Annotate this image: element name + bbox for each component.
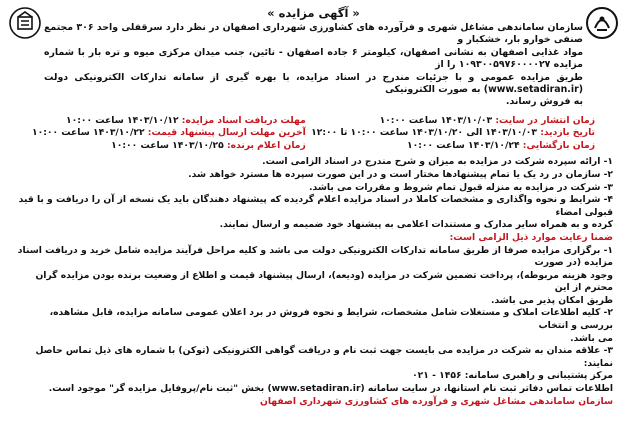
intro-line: طریق مزایده عمومی و با جزئیات مندرج در اسناد مزایده، با بهره گیری از سامانه تدارکات الکترونیکی دولت (www.setadiran.ir) به صورت الکترونیکی: [44, 71, 583, 96]
opening-date: زمان بازگشایی: ۱۴۰۳/۱۰/۲۴ ساعت ۱۰:۰۰: [407, 139, 595, 151]
organization-logo-icon: [8, 6, 42, 40]
conditions-list: [14, 156, 613, 408]
mandatory-item: ۱- برگزاری مزایده صرفا از طریق سامانه تدارکات الکترونیکی دولت می باشد و کلیه مراحل فرآیند مزایده شامل خرید و دریافت اسناد مزایده (در صورت: [17, 244, 613, 269]
notice-title: « آگهی مزایده »: [267, 6, 360, 20]
condition-item: ۳- شرکت در مزایده به منزله قبول تمام شروط و مقررات می باشد.: [309, 181, 613, 193]
mandatory-item: ۳- علاقه مندان به شرکت در مزایده می بایست جهت ثبت نام و دریافت گواهی الکترونیکی (توکن) با شماره های ذیل تماس حاصل نمایند:: [35, 345, 613, 369]
municipality-emblem-icon: [585, 6, 619, 40]
intro-line: سازمان ساماندهی مشاغل شهری و فرآورده های کشاورزی شهرداری اصفهان در نظر دارد سرقفلی واحد ۳۰۶ مجتمع صنفی خوارو بار، خشکبار و: [44, 22, 584, 46]
mandatory-item: طریق امکان پذیر می باشد.: [490, 294, 613, 306]
mandatory-item: مرکز پشتیبانی و راهبری سامانه: ۱۴۵۶ - ۰۲۱: [412, 370, 613, 382]
condition-item: ۱- ارائه سپرده شرکت در مزایده به میزان و شرح مندرج در اسناد الزامی است.: [262, 156, 613, 168]
intro-line: مواد غذایی اصفهان به نشانی اصفهان، کیلومتر ۶ جاده اصفهان - نائین، جنب میدان مرکزی میوه و تره بار با شماره مزایده ۱۰۹۳۰۰۵۹۷۶۰۰۰۰۲۷ را از: [44, 46, 583, 71]
condition-item: ۴- شرایط و نحوه واگذاری و مشخصات کاملا در اسناد مزایده اعلام گردیده که پیشنهاد دهندگان باید یک نسخه از آن را دریافت و با قید قبولی امضاء: [18, 194, 613, 218]
schedule-right-column: [311, 115, 595, 153]
mandatory-item: ۲- کلیه اطلاعات املاک و مستغلات شامل مشخصات، شرایط و نحوه فروش در برد اعلان عمومی سامانه مزایده، قابل مشاهده، بررسی و انتخاب: [49, 307, 613, 332]
mandatory-item: می باشد.: [570, 332, 613, 344]
bid-deadline: آخرین مهلت ارسال پیشنهاد قیمت: ۱۴۰۳/۱۰/۲۲ ساعت ۱۰:۰۰: [32, 127, 306, 139]
publish-date: زمان انتشار در سایت: ۱۴۰۳/۱۰/۰۳ ساعت ۱۰:۰۰: [379, 114, 595, 126]
condition-item: ۲- سازمان در رد یک یا تمام پیشنهادها مختار است و در این صورت سپرده ها مسترد خواهد شد.: [188, 168, 613, 180]
mandatory-item: وجود هزینه مربوطه)، پرداخت تضمین شرکت در مزایده (ودیعه)، ارسال پیشنهاد قیمت و اطلاع از وضعیت برنده بودن مزایده گران محترم از این: [35, 269, 613, 294]
mandatory-item: اطلاعات تماس دفاتر ثبت نام استانها، در سایت سامانه (www.setadiran.ir) بخش "ثبت نام/پروفایل مزایده گر" موجود است.: [48, 383, 613, 395]
mandatory-heading: ضمنا رعایت موارد ذیل الزامی است:: [449, 231, 613, 243]
condition-item: کرده و به همراه سایر مدارک و مستندات اعلامی به پیشنهاد خود ضمیمه و ارسال نمایند.: [219, 219, 613, 231]
documents-deadline: مهلت دریافت اسناد مزایده: ۱۴۰۳/۱۰/۱۲ ساعت ۱۰:۰۰: [66, 114, 306, 126]
notice-intro: [44, 22, 583, 109]
schedule-left-column: [32, 115, 306, 153]
issuer-signature: سازمان ساماندهی مشاغل شهری و فرآورده های کشاورزی شهرداری اصفهان: [260, 395, 613, 407]
schedule: [32, 115, 595, 153]
winner-announcement-date: زمان اعلام برنده: ۱۴۰۳/۱۰/۲۵ ساعت ۱۰:۰۰: [111, 139, 306, 151]
intro-line: به فروش رساند.: [505, 96, 583, 108]
visit-date: تاریخ بازدید: ۱۴۰۳/۱۰/۰۳ الی ۱۴۰۳/۱۰/۲۰ ساعت ۱۰:۰۰ تا ۱۲:۰۰: [311, 127, 595, 139]
